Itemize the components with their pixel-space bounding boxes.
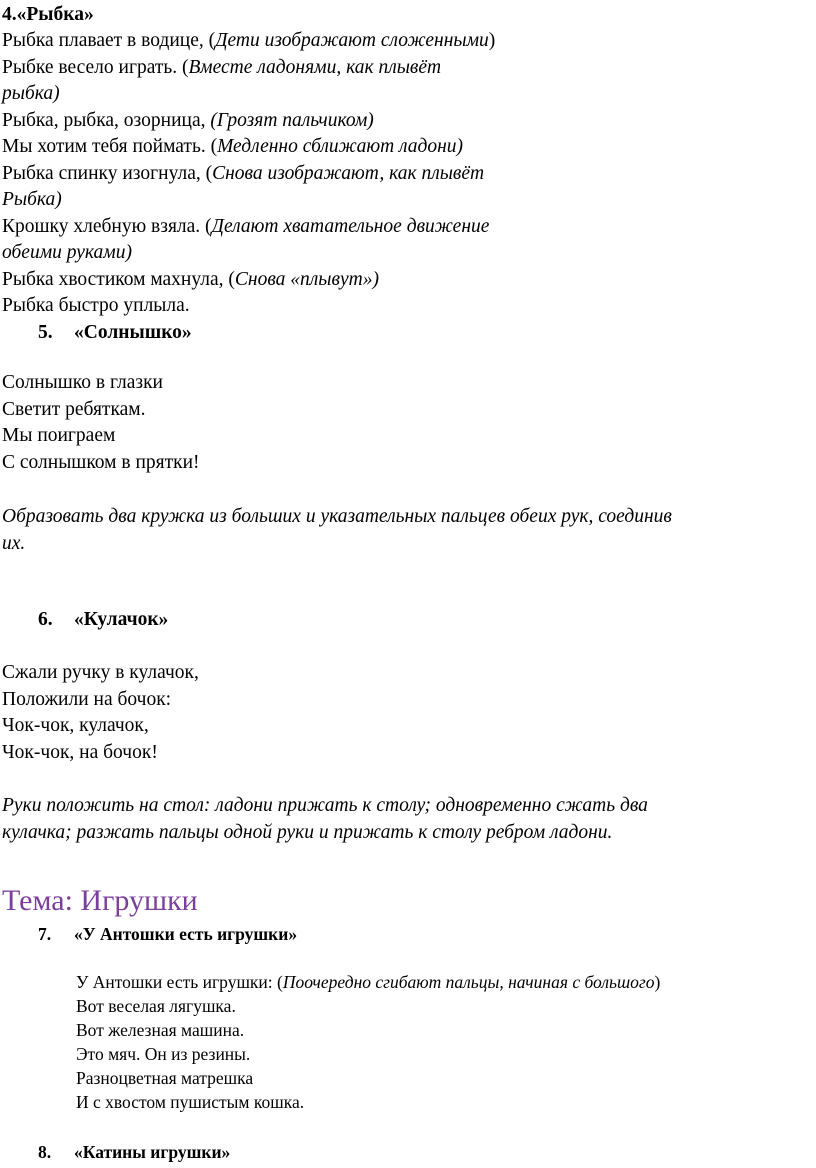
poem-line: Рыбка, рыбка, озорница, (Грозят пальчиком) (2, 109, 374, 131)
section-title-sun: «Солнышко» (74, 322, 192, 343)
poem-line: С солнышком в прятки! (2, 451, 200, 473)
section-number-antoshka: 7. (38, 924, 52, 944)
section-title-katya: «Катины игрушки» (74, 1142, 231, 1162)
poem-line: И с хвостом пушистым кошка. (76, 1092, 305, 1112)
poem-line: Вот железная машина. (76, 1020, 245, 1040)
poem-line: Разноцветная матрешка (76, 1068, 254, 1088)
poem-line: Крошку хлебную взяла. (Делают хватательное движение (2, 215, 490, 237)
poem-line: Рыбка хвостиком махнула, (Снова «плывут») (2, 268, 379, 290)
poem-note: Снова изображают, как плывёт (212, 162, 485, 184)
sun-poem (2, 370, 200, 476)
poem-line: Светит ребяткам. (2, 398, 146, 420)
sun-instruction (2, 503, 672, 557)
instruction-line: Руки положить на стол: ладони прижать к столу; одновременно сжать два (2, 795, 648, 816)
poem-line: Солнышко в глазки (2, 372, 163, 393)
poem-line: Мы поиграем (2, 425, 116, 446)
poem-note: Рыбка) (2, 189, 62, 210)
poem-line: Рыбка быстро уплыла. (2, 295, 190, 316)
poem-note: Поочередно сгибают пальцы, начиная с большого (282, 972, 655, 992)
poem-line: Чок-чок, на бочок! (2, 741, 158, 763)
poem-line: У Антошки есть игрушки: (Поочередно сгибают пальцы, начиная с большого) (76, 972, 661, 992)
poem-line: Положили на бочок: (2, 688, 172, 710)
poem-note: обеими руками) (2, 242, 132, 263)
instruction-line: их. (2, 533, 26, 554)
poem-line (2, 240, 132, 266)
section-number-fist: 6. (38, 609, 53, 630)
instruction-line: кулачка; разжать пальцы одной руки и прижать к столу ребром ладони. (2, 822, 613, 843)
poem-note: Дети изображают сложенными (215, 30, 489, 51)
instruction-line: Образовать два кружка из больших и указательных пальцев обеих рук, соединив (2, 506, 672, 527)
poem-note: Медленно сближают ладони) (217, 136, 464, 157)
fist-poem (2, 660, 199, 766)
antoshka-poem (76, 970, 660, 1114)
poem-line: Рыбка спинку изогнула, (Снова изображают, как плывёт (2, 162, 485, 184)
poem-line (2, 187, 62, 213)
poem-line: Сжали ручку в кулачок, (2, 662, 199, 683)
poem-line: Рыбка плавает в водице, (Дети изображают сложенными) (2, 30, 496, 51)
poem-note: Вместе ладонями, как плывёт (188, 56, 442, 78)
topic-heading: Тема: Игрушки (2, 884, 198, 917)
poem-note: рыбка) (2, 83, 60, 104)
poem-line: Рыбке весело играть. (Вместе ладонями, как плывёт (2, 56, 442, 78)
section-title-fist: «Кулачок» (74, 609, 169, 630)
poem-line: Чок-чок, кулачок, (2, 715, 149, 736)
fist-instruction (2, 792, 648, 846)
poem-note: (Грозят пальчиком) (210, 109, 374, 131)
poem-line: Мы хотим тебя поймать. (Медленно сближают ладони) (2, 136, 464, 157)
section-number-katya: 8. (38, 1142, 52, 1162)
poem-line: Это мяч. Он из резины. (76, 1044, 251, 1064)
poem-note: Снова «плывут») (234, 268, 379, 290)
section-title-fish: 4.«Рыбка» (2, 4, 94, 25)
section-title-antoshka: «У Антошки есть игрушки» (74, 924, 298, 944)
poem-note: Делают хватательное движение (211, 215, 490, 237)
poem-line (2, 81, 60, 107)
section-number-sun: 5. (38, 322, 53, 343)
poem-line: Вот веселая лягушка. (76, 996, 236, 1016)
